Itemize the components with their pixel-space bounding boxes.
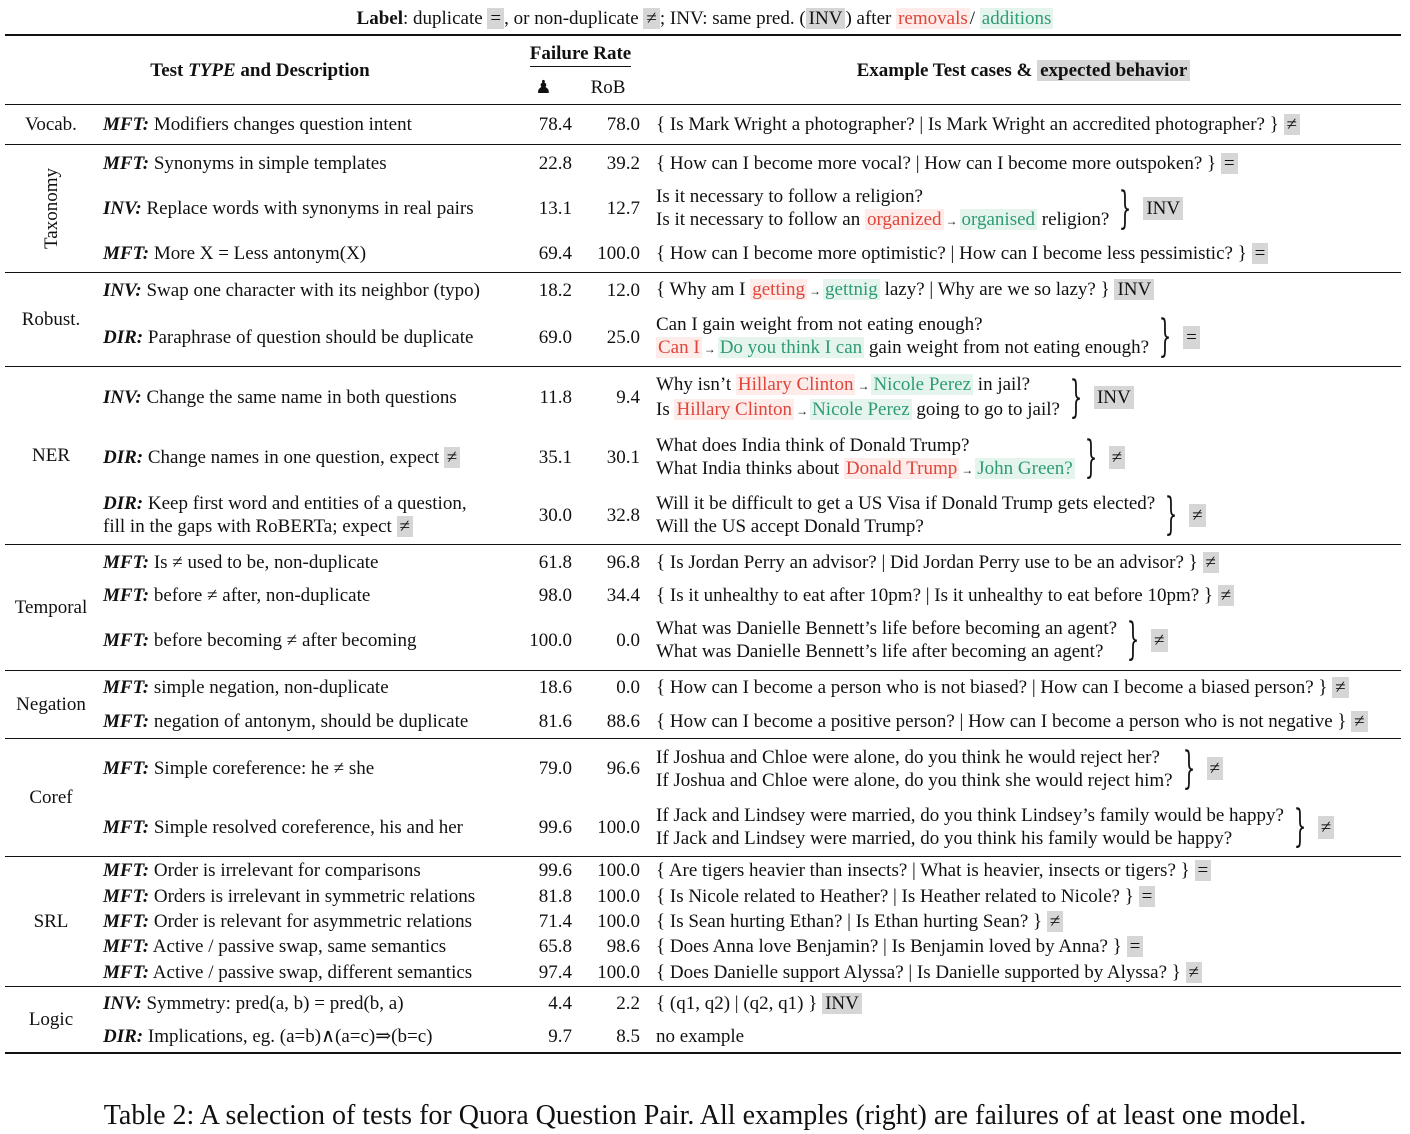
example-text: gain weight from not eating enough? — [868, 337, 1150, 359]
arrow-icon: → — [857, 378, 870, 393]
header-type: TYPE — [188, 59, 236, 81]
test-type: MFT: — [103, 710, 150, 732]
roberta-failure-rate: 0.0 — [616, 629, 640, 651]
bert-failure-rate: 30.0 — [538, 504, 572, 526]
brace-icon: } — [1158, 311, 1172, 363]
test-type: MFT: — [103, 114, 150, 135]
test-type: MFT: — [103, 885, 150, 907]
brace-icon: } — [1126, 614, 1140, 666]
table-row — [5, 235, 1401, 273]
roberta-failure-rate: 100.0 — [597, 242, 640, 264]
bert-failure-rate: 100.0 — [529, 629, 572, 651]
table-row — [5, 581, 1401, 611]
test-description: Paraphrase of question should be duplicate — [147, 326, 474, 348]
example-line: Can I gain weight from not eating enough? — [656, 314, 983, 336]
test-description: Active / passive swap, different semantics — [152, 961, 473, 983]
expected-label: = — [1221, 153, 1238, 174]
expected-label: ≠ — [1189, 504, 1205, 527]
example-text: Is it necessary to follow an — [656, 208, 861, 230]
table-row — [5, 367, 1401, 429]
table-row — [5, 429, 1401, 487]
example: { Are tigers heavier than insects? | What is heavier, insects or tigers? } — [656, 859, 1190, 881]
brace-icon: } — [1069, 371, 1083, 423]
removed-text: Hillary Clinton — [737, 373, 854, 395]
test-type: MFT: — [103, 552, 150, 574]
removed-text: Donald Trump — [845, 457, 958, 479]
example: { (q1, q2) | (q2, q1) } — [656, 993, 818, 1015]
example-text: in jail? — [977, 373, 1031, 395]
bert-failure-rate: 11.8 — [515, 367, 576, 429]
expected-label: INV — [1114, 279, 1154, 300]
expected-label: ≠ — [1332, 677, 1348, 698]
table-row — [5, 934, 1401, 959]
header-examples: Example Test cases & — [856, 59, 1033, 81]
bert-failure-rate: 69.0 — [538, 326, 572, 348]
example: { How can I become a positive person? | How can I become a person who is not negative } — [656, 710, 1347, 732]
brace-icon: } — [1182, 742, 1195, 794]
bert-failure-rate: 61.8 — [515, 545, 576, 581]
expected-label: ≠ — [397, 516, 413, 537]
test-type: MFT: — [103, 585, 150, 606]
bert-failure-rate: 13.1 — [538, 198, 572, 219]
expected-label: ≠ — [1207, 757, 1223, 780]
test-type: DIR: — [103, 1025, 144, 1047]
legend-text: : duplicate — [403, 8, 483, 29]
roberta-failure-rate: 12.0 — [576, 273, 646, 309]
example-line: If Joshua and Chloe were alone, do you think he would reject her? — [656, 746, 1160, 768]
example: { How can I become a person who is not biased? | How can I become a biased person? } — [656, 677, 1328, 699]
expected-label: = — [1183, 326, 1200, 349]
expected-label: ≠ — [1186, 962, 1202, 983]
test-description: More X = Less antonym(X) — [153, 242, 367, 264]
bert-failure-rate: 81.8 — [538, 885, 572, 907]
test-description: Change the same name in both questions — [146, 387, 457, 409]
example-line: If Jack and Lindsey were married, do you think Lindsey’s family would be happy? — [656, 805, 1284, 827]
expected-label: ≠ — [1203, 552, 1219, 573]
test-type: MFT: — [103, 153, 150, 175]
roberta-failure-rate: 2.2 — [576, 987, 646, 1021]
test-description: Change names in one question, expect — [147, 447, 440, 468]
bert-failure-rate: 18.2 — [515, 273, 576, 309]
bert-failure-rate: 97.4 — [538, 961, 572, 983]
legend-text: ; INV: same pred. ( — [659, 8, 806, 29]
test-description: Replace words with synonyms in real pairs — [146, 198, 474, 219]
category-label: Taxonomy — [40, 168, 62, 249]
table-row — [5, 145, 1401, 183]
example-line: Is it necessary to follow a religion? — [656, 185, 923, 207]
category-label: Coref — [5, 739, 97, 857]
expected-label: = — [1252, 243, 1269, 264]
table-row — [5, 487, 1401, 545]
example-line: Will the US accept Donald Trump? — [656, 516, 924, 538]
example-text: lazy? | Why are we so lazy? } — [884, 279, 1110, 301]
expected-label: ≠ — [1284, 114, 1300, 135]
header-test: Test — [150, 59, 184, 81]
table-row — [5, 273, 1401, 309]
bert-failure-rate: 99.6 — [538, 816, 572, 838]
example-line: What does India think of Donald Trump? — [656, 434, 970, 456]
removed-text: Can I — [658, 337, 700, 359]
table-row — [5, 909, 1401, 934]
header-row — [5, 36, 1401, 70]
roberta-failure-rate: 30.1 — [606, 447, 640, 468]
example-line: What was Danielle Bennett’s life after becoming an agent? — [656, 641, 1104, 663]
removed-text: Hillary Clinton — [676, 398, 793, 420]
added-text: Do you think I can — [719, 337, 863, 359]
test-description: simple negation, non-duplicate — [153, 677, 389, 699]
results-table — [5, 34, 1401, 1054]
expected-label: INV — [1143, 197, 1183, 220]
test-type: MFT: — [103, 961, 150, 983]
legend-label-word: Label — [356, 8, 403, 29]
bert-icon: ♟ — [535, 76, 552, 98]
test-type: DIR: — [103, 447, 144, 468]
bert-failure-rate: 22.8 — [515, 145, 576, 183]
expected-label: ≠ — [444, 447, 460, 468]
legend — [0, 8, 1410, 30]
test-description: fill in the gaps with RoBERTa; expect — [103, 516, 392, 538]
roberta-failure-rate: 39.2 — [576, 145, 646, 183]
roberta-failure-rate: 9.4 — [576, 367, 646, 429]
bert-failure-rate: 99.6 — [515, 857, 576, 884]
test-description: before becoming ≠ after becoming — [153, 629, 417, 651]
roberta-failure-rate: 100.0 — [597, 885, 640, 907]
test-description: Swap one character with its neighbor (typo) — [146, 280, 480, 302]
bert-failure-rate: 78.4 — [515, 105, 576, 145]
legend-duplicate-symbol: = — [487, 8, 504, 29]
example-text: { Why am I — [656, 279, 746, 301]
roberta-failure-rate: 25.0 — [606, 326, 640, 348]
bert-failure-rate: 79.0 — [515, 739, 576, 799]
bert-failure-rate: 9.7 — [515, 1021, 576, 1053]
legend-removals: removals — [898, 8, 968, 29]
expected-label: = — [1195, 860, 1212, 881]
test-type: MFT: — [103, 910, 150, 932]
example-text: religion? — [1041, 208, 1110, 230]
expected-label: ≠ — [1218, 585, 1234, 606]
expected-label: = — [1127, 936, 1144, 957]
test-type: MFT: — [103, 935, 150, 957]
header-failure-rate: Failure Rate — [530, 43, 632, 67]
test-type: MFT: — [103, 629, 150, 651]
table-row — [5, 884, 1401, 909]
bert-failure-rate: 69.4 — [538, 242, 572, 264]
table-row — [5, 105, 1401, 145]
table-caption: Table 2: A selection of tests for Quora Question Pair. All examples (right) are failures of at least one model. — [103, 1100, 1307, 1131]
bert-failure-rate: 98.0 — [538, 585, 572, 606]
table-row — [5, 857, 1401, 884]
bert-failure-rate: 71.4 — [538, 910, 572, 932]
added-text: Nicole Perez — [873, 373, 972, 395]
test-description: Order is relevant for asymmetric relations — [153, 910, 472, 932]
test-description: Simple resolved coreference, his and her — [153, 816, 463, 838]
table-row — [5, 545, 1401, 581]
brace-icon: } — [1119, 182, 1132, 234]
test-type: INV: — [103, 993, 142, 1015]
test-type: INV: — [103, 198, 142, 219]
test-description: Order is irrelevant for comparisons — [153, 859, 421, 881]
category-label: SRL — [5, 857, 97, 987]
test-description: Is ≠ used to be, non-duplicate — [153, 552, 379, 574]
category-label: Negation — [5, 671, 97, 739]
expected-label: INV — [822, 993, 862, 1014]
roberta-failure-rate: 96.6 — [576, 739, 646, 799]
test-description: Active / passive swap, same semantics — [152, 935, 447, 957]
expected-label: ≠ — [1318, 816, 1334, 839]
table-row — [5, 611, 1401, 671]
bert-failure-rate: 18.6 — [515, 671, 576, 705]
roberta-failure-rate: 8.5 — [576, 1021, 646, 1053]
test-description: Synonyms in simple templates — [153, 153, 387, 175]
example-text: Is — [656, 398, 670, 420]
table-row — [5, 1021, 1401, 1053]
test-description: Simple coreference: he ≠ she — [153, 758, 375, 780]
legend-text: ) after — [845, 8, 892, 29]
expected-label: ≠ — [1351, 711, 1367, 732]
header-desc: and Description — [240, 59, 370, 81]
table-row — [5, 705, 1401, 739]
added-text: organised — [961, 208, 1036, 230]
example: { Is it unhealthy to eat after 10pm? | Is it unhealthy to eat before 10pm? } — [656, 585, 1214, 606]
example-line: Will it be difficult to get a US Visa if Donald Trump gets elected? — [656, 493, 1156, 515]
test-description: before ≠ after, non-duplicate — [153, 585, 371, 606]
test-type: MFT: — [103, 677, 150, 699]
test-type: INV: — [103, 387, 142, 409]
example-line: If Joshua and Chloe were alone, do you think she would reject him? — [656, 769, 1173, 791]
test-type: MFT: — [103, 816, 150, 838]
example: { Does Danielle support Alyssa? | Is Danielle supported by Alyssa? } — [656, 961, 1181, 983]
arrow-icon: → — [796, 403, 809, 418]
bert-failure-rate: 35.1 — [538, 447, 572, 468]
legend-inv-symbol: INV — [806, 8, 846, 29]
added-text: John Green? — [977, 457, 1073, 479]
roberta-failure-rate: 88.6 — [606, 710, 640, 732]
arrow-icon: → — [703, 342, 716, 357]
test-type: MFT: — [103, 242, 150, 264]
test-description: Symmetry: pred(a, b) = pred(b, a) — [146, 993, 404, 1015]
roberta-failure-rate: 32.8 — [606, 504, 640, 526]
example: { How can I become more vocal? | How can I become more outspoken? } — [656, 153, 1217, 175]
example-line: If Jack and Lindsey were married, do you think his family would be happy? — [656, 828, 1233, 850]
header-expected-behavior: expected behavior — [1037, 60, 1190, 81]
expected-label: = — [1139, 886, 1156, 907]
example: { Is Mark Wright a photographer? | Is Mark Wright an accredited photographer? } — [656, 114, 1279, 135]
brace-icon: } — [1084, 431, 1098, 483]
test-description: Keep first word and entities of a question, — [147, 493, 467, 515]
roberta-failure-rate: 98.6 — [606, 935, 640, 957]
test-type: MFT: — [103, 859, 150, 881]
category-label: Vocab. — [5, 105, 97, 145]
bert-failure-rate: 4.4 — [515, 987, 576, 1021]
roberta-failure-rate: 100.0 — [597, 961, 640, 983]
expected-label: ≠ — [1151, 629, 1167, 652]
legend-additions: additions — [981, 8, 1052, 29]
legend-nonduplicate-symbol: ≠ — [643, 8, 659, 29]
arrow-icon: → — [961, 462, 974, 477]
example: { How can I become more optimistic? | How can I become less pessimistic? } — [656, 242, 1247, 264]
table-row — [5, 987, 1401, 1021]
roberta-failure-rate: 100.0 — [597, 910, 640, 932]
roberta-failure-rate: 0.0 — [576, 671, 646, 705]
category-label: NER — [5, 367, 97, 545]
roberta-failure-rate: 100.0 — [576, 857, 646, 884]
roberta-failure-rate: 12.7 — [606, 198, 640, 219]
legend-slash: / — [969, 8, 976, 29]
example-text: going to go to jail? — [916, 398, 1060, 420]
roberta-failure-rate: 34.4 — [606, 585, 640, 606]
table-row — [5, 959, 1401, 987]
removed-text: organized — [866, 208, 942, 230]
example: { Is Sean hurting Ethan? | Is Ethan hurting Sean? } — [656, 910, 1043, 932]
test-description: Modifiers changes question intent — [153, 114, 412, 135]
added-text: Nicole Perez — [812, 398, 910, 420]
added-text: gettnig — [825, 279, 878, 301]
example-text: Why isn’t — [656, 373, 732, 395]
removed-text: getting — [752, 279, 806, 301]
arrow-icon: → — [809, 284, 822, 299]
table-row — [5, 183, 1401, 235]
table-row — [5, 671, 1401, 705]
roberta-failure-rate: 100.0 — [597, 816, 640, 838]
brace-icon: } — [1164, 489, 1178, 541]
test-type: MFT: — [103, 758, 150, 780]
example-line: What was Danielle Bennett’s life before becoming an agent? — [656, 618, 1118, 640]
table-row — [5, 739, 1401, 799]
legend-text: , or non-duplicate — [504, 8, 639, 29]
example: { Is Jordan Perry an advisor? | Did Jordan Perry use to be an advisor? } — [656, 552, 1198, 574]
table-row — [5, 799, 1401, 857]
test-description: Implications, eg. (a=b)∧(a=c)⇒(b=c) — [147, 1025, 433, 1047]
example: { Does Anna love Benjamin? | Is Benjamin loved by Anna? } — [656, 935, 1122, 957]
bert-failure-rate: 65.8 — [538, 935, 572, 957]
test-type: INV: — [103, 280, 142, 302]
test-description: negation of antonym, should be duplicate — [153, 710, 469, 732]
expected-label: ≠ — [1047, 911, 1063, 932]
roberta-failure-rate: 78.0 — [576, 105, 646, 145]
category-label: Robust. — [5, 273, 97, 367]
bert-failure-rate: 81.6 — [538, 710, 572, 732]
expected-label: INV — [1094, 386, 1134, 409]
example-text: What India thinks about — [656, 457, 840, 479]
table-row — [5, 309, 1401, 367]
test-type: DIR: — [103, 326, 144, 348]
category-label: Temporal — [5, 545, 97, 671]
test-description: Orders is irrelevant in symmetric relations — [153, 885, 476, 907]
arrow-icon: → — [945, 213, 958, 228]
category-label: Logic — [5, 987, 97, 1053]
roberta-failure-rate: 96.8 — [576, 545, 646, 581]
header-roberta: RoB — [590, 76, 626, 98]
test-type: DIR: — [103, 493, 144, 515]
brace-icon: } — [1293, 801, 1307, 853]
example: { Is Nicole related to Heather? | Is Heather related to Nicole? } — [656, 885, 1134, 907]
expected-label: ≠ — [1109, 446, 1125, 469]
example: no example — [656, 1025, 745, 1047]
